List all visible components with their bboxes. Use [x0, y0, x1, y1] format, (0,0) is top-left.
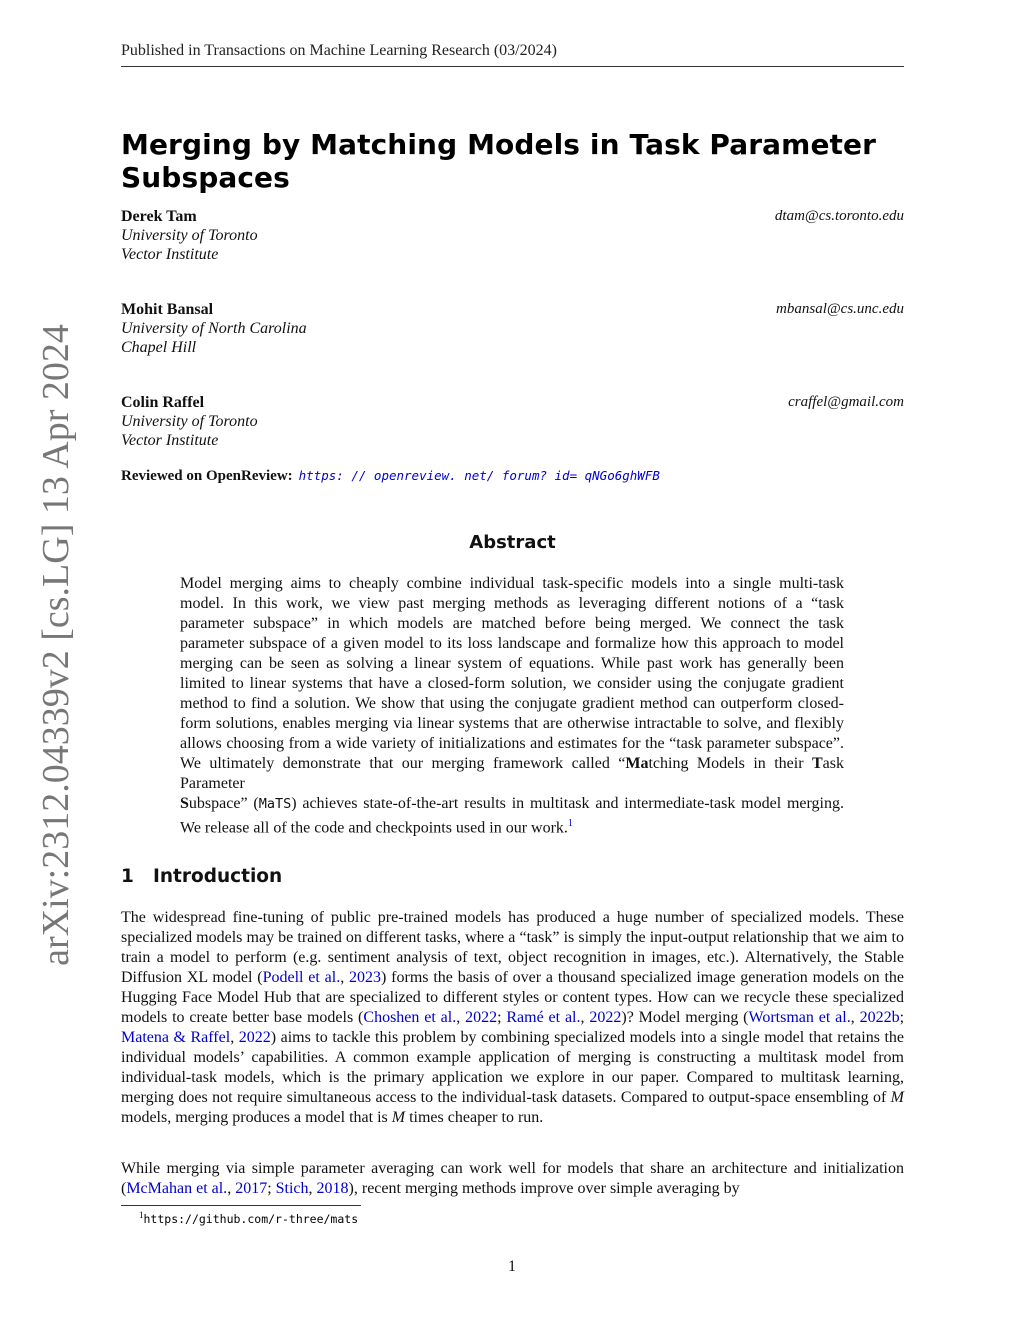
citation-separator: , — [456, 1009, 466, 1026]
citation-year-link[interactable]: 2018 — [316, 1180, 349, 1197]
author-affiliation: Chapel Hill — [121, 339, 197, 356]
citation-year-link[interactable]: 2022b — [859, 1009, 900, 1026]
citation-year-link[interactable]: 2022 — [589, 1009, 622, 1026]
paper-title: Merging by Matching Models in Task Parameter Subspaces — [121, 128, 877, 194]
paragraph-text: models, merging produces a model that is — [121, 1109, 392, 1126]
abstract-heading: Abstract — [469, 532, 556, 553]
citation-year-link[interactable]: 2023 — [349, 969, 382, 986]
citation-separator: ; — [267, 1180, 276, 1197]
citation-separator: , — [340, 969, 350, 986]
author-block-1 — [121, 207, 904, 264]
author-block-3 — [121, 393, 904, 450]
abstract-bold: Ma — [625, 755, 649, 772]
citation-link[interactable]: Ramé et al. — [506, 1009, 581, 1026]
citation-separator: , — [227, 1180, 236, 1197]
paragraph-text: )? Model merging ( — [621, 1009, 749, 1026]
paragraph-text: times cheaper to run. — [405, 1109, 544, 1126]
author-block-2 — [121, 300, 904, 357]
paragraph-text: ) forms the basis of over a thousand specialized image generation models on the Hugging Face Model Hub that are specialized to different styles or content types. How can we recycle these specialized models to create better base models ( — [121, 969, 905, 1026]
citation-link[interactable]: McMahan et al. — [126, 1180, 228, 1197]
citation-separator: , — [230, 1029, 239, 1046]
math-variable: M — [890, 1089, 904, 1106]
author-name: Mohit Bansal — [121, 301, 214, 318]
abstract-bold: S — [180, 795, 189, 812]
abstract-text: ubspace” ( — [188, 795, 259, 812]
paragraph-text: The widespread fine-tuning of public pre-trained models has produced a huge number of specialized models. These specialized models may be trained on different tasks, where a “task” is simply the input-output relationship that we aim to train a model to perform (e.g. sentiment analysis of text, object recognition in images, etc.). Alternatively, the Stable Diffusion XL model ( — [121, 909, 904, 986]
author-name: Colin Raffel — [121, 394, 205, 411]
intro-paragraph-2 — [121, 1159, 904, 1199]
author-email[interactable]: dtam@cs.toronto.edu — [774, 208, 904, 224]
paragraph-text: While merging via simple parameter averaging can work well for models that share an architecture and initialization ( — [121, 1160, 904, 1197]
citation-link[interactable]: Podell et al. — [262, 969, 341, 986]
paragraph-text: ) aims to tackle this problem by combining specialized models into a single model that retains the individual models’ capabilities. A common example application of merging is constructing a multitask model from individual-task models, which is the primary application we explore in our paper. Compared to multitask learning, merging does not require simultaneous access to the individual-task datasets. Compared to output-space ensembling of — [121, 1029, 905, 1106]
author-email[interactable]: mbansal@cs.unc.edu — [776, 301, 904, 317]
math-variable: M — [391, 1109, 406, 1126]
section-number: 1 — [121, 866, 134, 887]
citation-link[interactable]: Matena & Raffel — [121, 1029, 231, 1046]
citation-link[interactable]: Wortsman et al. — [748, 1009, 851, 1026]
author-email[interactable]: craffel@gmail.com — [788, 394, 904, 410]
arxiv-stamp-text: arXiv:2312.04339v2 [cs.LG] 13 Apr 2024 — [35, 324, 77, 966]
review-label: Reviewed on OpenReview: — [121, 468, 293, 484]
author-name: Derek Tam — [121, 208, 197, 225]
author-affiliation: Vector Institute — [121, 432, 219, 449]
paragraph-text: ), recent merging methods improve over simple averaging by — [348, 1180, 740, 1197]
citation-separator: ; — [497, 1009, 507, 1026]
footnote — [139, 1210, 839, 1226]
abstract-text: Model merging aims to cheaply combine individual task-specific models into a single multi-task model. In this work, we view past merging methods as leveraging different notions of a “task parameter subspace” in which models are matched before being merged. We connect the task parameter subspace of a given model to its loss landscape and formalize how this approach to model merging can be seen as solving a linear system of equations. While past work has generally been limited to linear systems that have a closed-form solution, we consider using the conjugate gradient method to find a solution. We show that using the conjugate gradient method can outperform closed-form solutions, enables merging via linear systems that are otherwise intractable to solve, and flexibly allows choosing from a wide variety of initializations and estimates for the “task parameter subspace”. We ultimately demonstrate that our merging framework called “ — [180, 575, 844, 772]
author-affiliation: Vector Institute — [121, 246, 219, 263]
footnote-url-link[interactable]: https://github.com/r-three/mats — [143, 1211, 359, 1226]
intro-paragraph-1 — [121, 908, 904, 1128]
journal-header: Published in Transactions on Machine Learning Research (03/2024) — [121, 42, 557, 59]
author-affiliation: University of Toronto — [121, 227, 258, 244]
citation-link[interactable]: Stich — [275, 1180, 309, 1197]
citation-separator: , — [308, 1180, 317, 1197]
openreview-link[interactable]: https: // openreview. net/ forum? id= qNGo6ghWFB — [298, 468, 660, 483]
section-title: Introduction — [153, 866, 283, 887]
citation-year-link[interactable]: 2017 — [235, 1180, 268, 1197]
citation-separator: ; — [899, 1009, 905, 1026]
citation-separator: , — [580, 1009, 590, 1026]
review-line — [121, 468, 904, 485]
abstract-body — [180, 574, 844, 838]
abstract-text: tching Models in their — [648, 755, 812, 772]
author-affiliation: University of North Carolina — [121, 320, 307, 337]
method-acronym: MaTS — [258, 796, 292, 812]
page-number: 1 — [508, 1258, 516, 1275]
citation-year-link[interactable]: 2022 — [238, 1029, 271, 1046]
abstract-bold: T — [812, 755, 823, 772]
citation-link[interactable]: Choshen et al. — [363, 1009, 457, 1026]
section-heading — [121, 866, 904, 887]
footnote-rule — [121, 1205, 361, 1206]
abstract-text: ) achieves state-of-the-art results in multitask and intermediate-task model merging. We release all of the code and checkpoints used in our work. — [180, 795, 844, 837]
citation-separator: , — [850, 1009, 860, 1026]
footnote-mark: 1 — [139, 1210, 144, 1220]
header-rule — [121, 66, 904, 67]
footnote-mark-link[interactable]: 1 — [567, 818, 573, 829]
citation-year-link[interactable]: 2022 — [465, 1009, 498, 1026]
abstract-text: ask Parameter — [180, 755, 844, 792]
author-affiliation: University of Toronto — [121, 413, 258, 430]
